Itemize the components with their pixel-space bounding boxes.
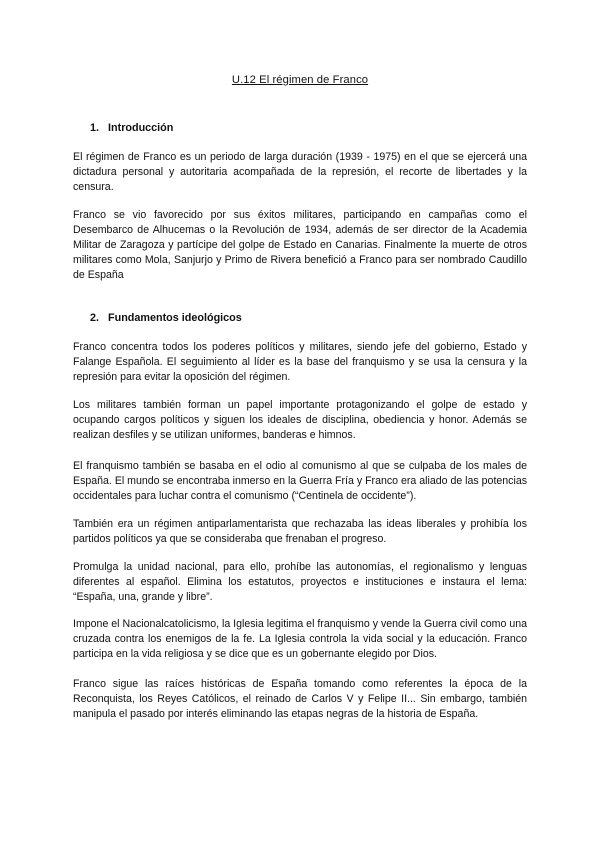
paragraph: Franco concentra todos los poderes políticos y militares, siendo jefe del gobierno, Estado y Falange Española. El seguimiento al líder es la base del franquismo y se usa la censura y la represión para evitar la oposición del régimen. (73, 341, 527, 383)
section-heading-introduccion (90, 122, 173, 134)
section-heading-fundamentos (90, 312, 242, 324)
paragraph: El régimen de Franco es un periodo de larga duración (1939 - 1975) en el que se ejercerá una dictadura personal y autoritaria acompañada de la represión, el recorte de libertades y la censura. (73, 151, 527, 193)
paragraph: Franco se vio favorecido por sus éxitos militares, participando en campañas como el Desembarco de Alhucemas o la Revolución de 1934, además de ser director de la Academia Militar de Zaragoza y partícipe del golpe de Estado en Canarias. Finalmente la muerte de otros militares como Mola, Sanjurjo y Primo de Rivera benefició a Franco para ser nombrado Caudillo de España (73, 209, 527, 281)
paragraph: Promulga la unidad nacional, para ello, prohíbe las autonomías, el regionalismo y lenguas diferentes al español. Elimina los estatutos, proyectos e instituciones e instaura el lema: “España, una, grande y libre”. (73, 561, 527, 603)
paragraph: Franco sigue las raíces históricas de España tomando como referentes la época de la Reconquista, los Reyes Católicos, el reinado de Carlos V y Felipe II... Sin embargo, también manipula el pasado por interés eliminando las etapas negras de la historia de España. (73, 678, 527, 720)
paragraph: También era un régimen antiparlamentarista que rechazaba las ideas liberales y prohibía los partidos políticos ya que se consideraba que frenaban el progreso. (73, 518, 527, 545)
section-number: 2. (90, 312, 100, 324)
section-title: Fundamentos ideológicos (108, 312, 242, 324)
section-number: 1. (90, 122, 100, 134)
section-title: Introducción (108, 122, 174, 134)
paragraph: El franquismo también se basaba en el odio al comunismo al que se culpaba de los males de España. El mundo se encontraba inmerso en la Guerra Fría y Franco era aliado de las potencias occidentales para luchar contra el comunismo (“Centinela de occidente”). (73, 460, 528, 502)
document-title: U.12 El régimen de Franco (231, 74, 369, 86)
paragraph: Impone el Nacionalcatolicismo, la Iglesia legitima el franquismo y vende la Guerra civil como una cruzada contra los enemigos de la fe. La Iglesia controla la vida social y la educación. Franco participa en la vida religiosa y se dice que es un gobernante elegido por Dios. (73, 618, 527, 660)
paragraph: Los militares también forman un papel importante protagonizando el golpe de estado y ocupando cargos políticos y siguen los ideales de disciplina, obediencia y honor. Además se realizan desfiles y se utilizan uniformes, banderas e himnos. (73, 399, 527, 441)
